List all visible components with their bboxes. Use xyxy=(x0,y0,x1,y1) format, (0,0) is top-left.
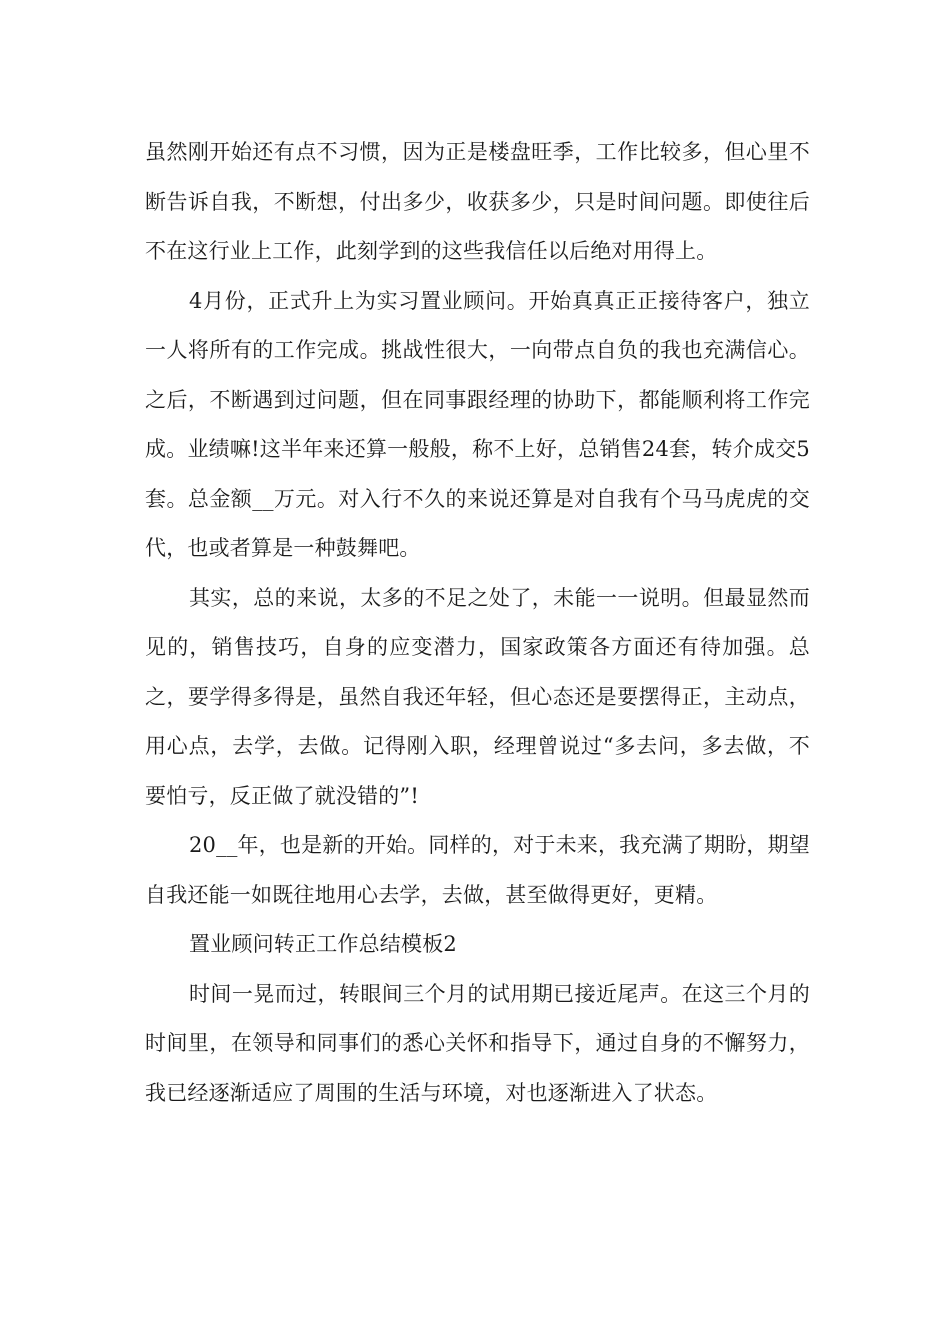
paragraph-4: 20__年，也是新的开始。同样的，对于未来，我充满了期盼，期望自我还能一如既往地用心去学，去做，甚至做得更好，更精。 xyxy=(145,833,810,907)
section-heading: 置业顾问转正工作总结模板2 xyxy=(189,932,457,956)
paragraph-1: 虽然刚开始还有点不习惯，因为正是楼盘旺季，工作比较多，但心里不断告诉自我，不断想，付出多少，收获多少，只是时间问题。即使往后不在这行业上工作，此刻学到的这些我信任以后绝对用得上。 xyxy=(145,140,810,263)
paragraph-5: 时间一晃而过，转眼间三个月的试用期已接近尾声。在这三个月的时间里，在领导和同事们的悉心关怀和指导下，通过自身的不懈努力，我已经逐渐适应了周围的生活与环境，对也逐渐进入了状态。 xyxy=(145,981,810,1105)
paragraph-2: 4月份，正式升上为实习置业顾问。开始真真正正接待客户，独立一人将所有的工作完成。挑战性很大，一向带点自负的我也充满信心。之后，不断遇到过问题，但在同事跟经理的协助下，都能顺利将工作完成。业绩嘛!这半年来还算一般般，称不上好，总销售24套，转介成交5套。总金额__万元。对入行不久的来说还算是对自我有个马马虎虎的交代，也或者算是一种鼓舞吧。 xyxy=(145,288,810,560)
paragraph-3: 其实，总的来说，太多的不足之处了，未能一一说明。但最显然而见的，销售技巧，自身的应变潜力，国家政策各方面还有待加强。总之，要学得多得是，虽然自我还年轻，但心态还是要摆得正，主动点，用心点，去学，去做。记得刚入职，经理曾说过“多去问，多去做，不要怕亏，反正做了就没错的”! xyxy=(145,585,810,808)
document-body xyxy=(145,128,810,1118)
